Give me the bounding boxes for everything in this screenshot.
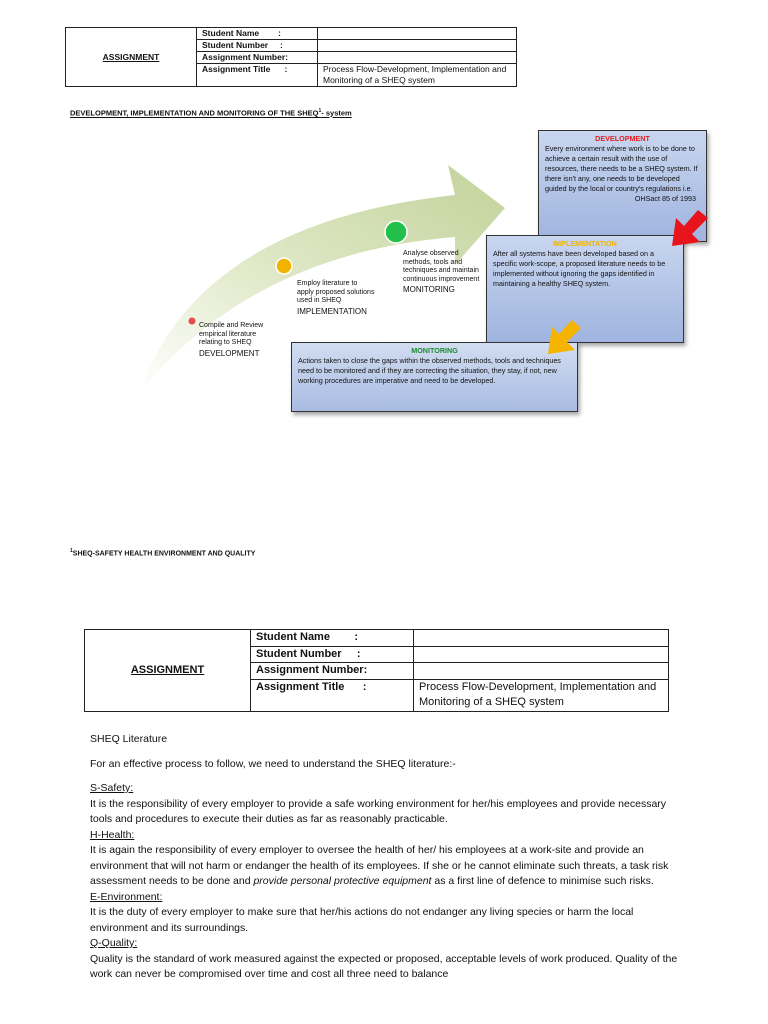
monitoring-box-title: MONITORING [411,346,458,355]
student-number-label: Student Number : [197,40,318,52]
diagram-heading: DEVELOPMENT, IMPLEMENTATION AND MONITORING OF THE SHEQ$^1$- system [70,108,352,118]
orange-arrow-icon [545,320,585,358]
quality-heading: Q-Quality: [90,937,138,949]
literature-section [90,732,690,983]
literature-intro: For an effective process to follow, we need to understand the SHEQ literature:- [90,757,456,770]
monitoring-box-text: Actions taken to close the gaps within the observed methods, tools and techniques need to be monitored and if they are correcting the situation, they stay, if not, new working procedures are imperative and need to be developed. [298,356,561,385]
student-number-label-2: Student Number : [251,646,414,663]
health-heading: H-Health: [90,828,135,841]
quality-text: Quality is the standard of work measured against the expected or proposed, acceptable levels of work produced. Quality of the work can never be compromised over time and cost all three need to balance [90,952,678,980]
student-name-label-2: Student Name : [251,630,414,647]
assignment-label: ASSIGNMENT [66,28,197,87]
step-dots [180,215,410,330]
assignment-table-bottom [84,629,669,712]
development-box-ref: OHSact 85 of 1993 [634,194,696,203]
monitoring-box [291,342,578,412]
environment-text: It is the duty of every employer to make sure that her/his actions do not endanger any living species or harm the local environment and its surroundings. [90,906,634,934]
assignment-title-label: Assignment Title : [197,64,318,87]
development-box-text: Every environment where work is to be done to achieve a certain result with the use of resources, there needs to be a SHEQ system. If there isn't any, one needs to be developed guided by the local or country's regulations i.e. [545,144,698,193]
red-arrow-icon [668,210,712,250]
student-name-label: Student Name : [197,28,318,40]
step-implementation: Employ literature to apply proposed solutions used in SHEQ IMPLEMENTATION [297,280,375,316]
assignment-title-value: Process Flow-Development, Implementation and Monitoring of a SHEQ system [318,64,517,87]
student-name-value-2 [414,630,669,647]
assignment-title-value-2: Process Flow-Development, Implementation and Monitoring of a SHEQ system [414,679,669,711]
assignment-number-value-2 [414,663,669,680]
implementation-box [486,235,684,343]
assignment-number-label-2: Assignment Number: [251,663,414,680]
dot-implementation [276,258,292,274]
assignment-number-label: Assignment Number: [197,52,318,64]
step-development: Compile and Review empirical literature relating to SHEQ DEVELOPMENT [199,322,264,358]
literature-title: SHEQ Literature [90,733,168,745]
student-number-value-2 [414,646,669,663]
step-monitoring: Analyse observed methods, tools and techniques and maintain continuous improvement MONITORING [403,250,480,294]
environment-heading: E-Environment: [90,890,163,903]
footnote: $^1$SHEQ-SAFETY HEALTH ENVIRONMENT AND QUALITY [70,548,256,558]
assignment-label-2: ASSIGNMENT [85,630,251,712]
safety-heading: S-Safety: [90,782,134,794]
dot-development [189,318,196,325]
implementation-box-title: IMPLEMENTATION [553,239,617,248]
assignment-title-label-2: Assignment Title : [251,679,414,711]
implementation-box-text: After all systems have been developed based on a specific work-scope, a proposed literature needs to be implemented without ignoring the gaps identified in maintaining a healthy SHEQ system. [493,249,666,288]
dot-monitoring [385,221,407,243]
health-text: It is again the responsibility of every employer to oversee the health of her/ his employees at a work-site and provide an environment that will not harm or endanger the health of its employees. If she or he cannot eliminate such threats, a task risk assessment needs to be done and provide personal protective equipment as a first line of defence to minimise such risks. [90,844,669,887]
development-box-title: DEVELOPMENT [595,134,650,143]
safety-text: It is the responsibility of every employer to provide a safe working environment for her/his employees and provide necessary tools and procedures to execute their duties as far as reasonably practicable. [90,797,667,825]
